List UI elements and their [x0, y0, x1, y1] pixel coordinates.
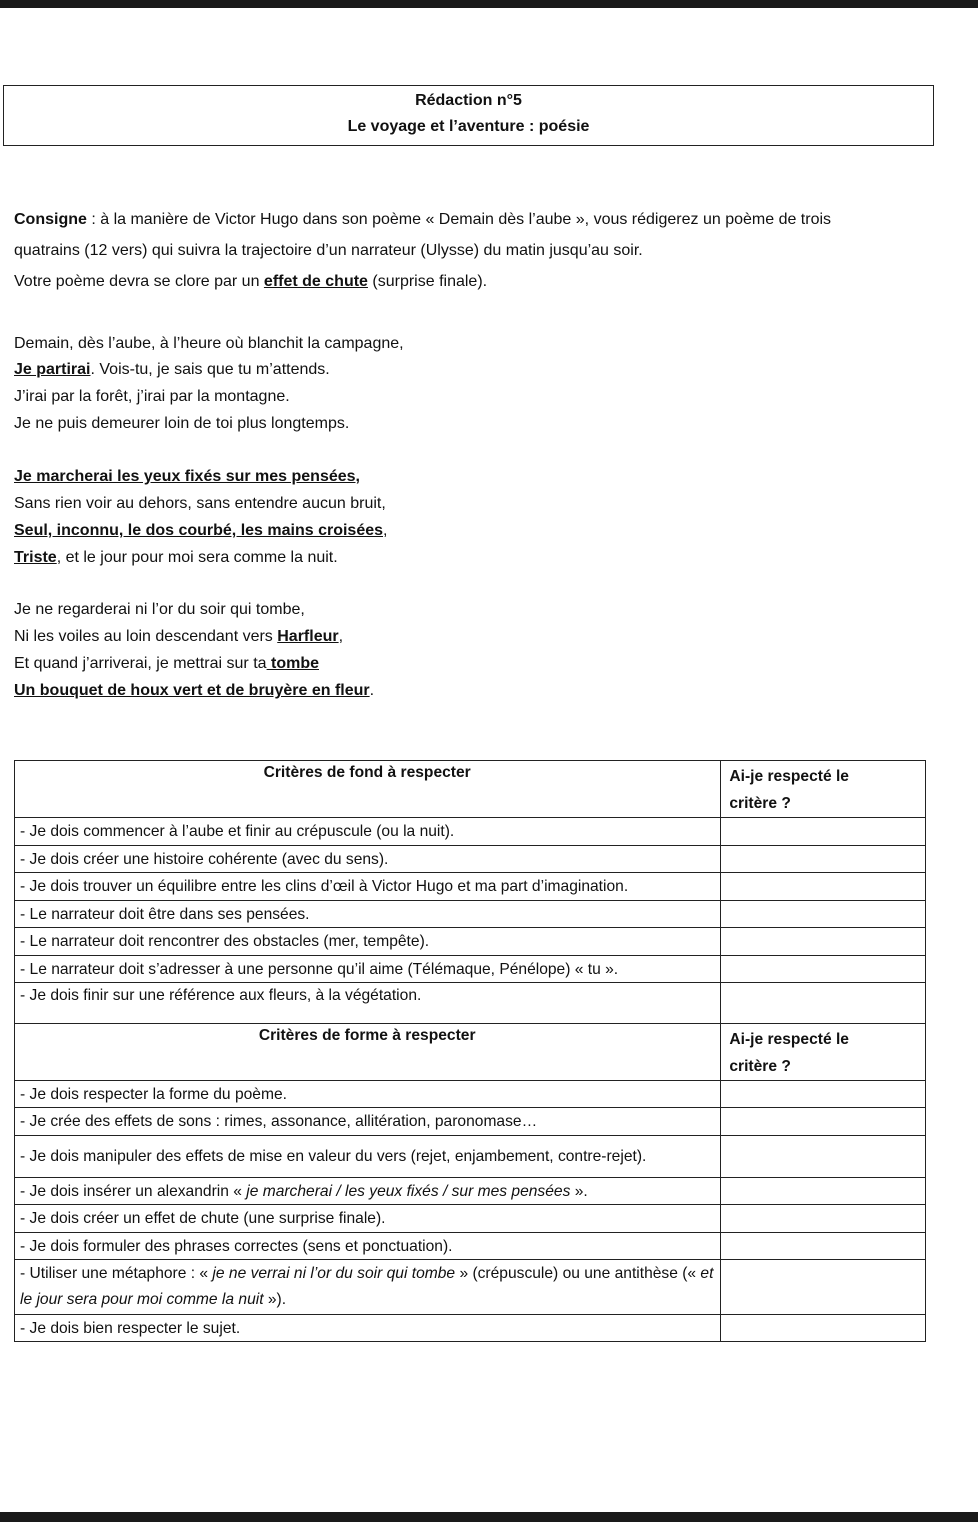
criterion-text: - Je dois respecter la forme du poème. — [15, 1081, 721, 1108]
underlined-words: Je partirai — [14, 361, 91, 378]
poem-verse — [14, 549, 338, 567]
criterion-text: - Je dois finir sur une référence aux fleurs, à la végétation. — [15, 983, 721, 1024]
poem-verse: Demain, dès l’aube, à l’heure où blanchit la campagne, — [14, 335, 404, 352]
table-row — [15, 1260, 926, 1315]
check-header — [721, 1024, 926, 1081]
check-header — [721, 761, 926, 818]
assignment-title: Le voyage et l’aventure : poésie — [347, 118, 590, 135]
verse-rest: , — [338, 628, 344, 645]
verse-rest: . Vois-tu, je sais que tu m’attends. — [90, 361, 330, 378]
fond-header: Critères de fond à respecter — [15, 761, 721, 818]
criterion-part: - Utiliser une métaphore : « — [20, 1265, 213, 1282]
underlined-words: Seul, inconnu, le dos courbé, les mains croisées — [14, 522, 384, 539]
criterion-text: - Je crée des effets de sons : rimes, assonance, allitération, paronomase… — [15, 1108, 721, 1136]
criteria-table — [14, 760, 926, 1342]
criterion-text: - Je dois commencer à l’aube et finir au crépuscule (ou la nuit). — [15, 818, 721, 846]
underlined-words: Harfleur — [277, 628, 339, 645]
verse-text: Ni les voiles au loin descendant vers — [14, 628, 278, 645]
criterion-text — [15, 1178, 721, 1205]
criterion-text: - Le narrateur doit être dans ses pensées. — [15, 901, 721, 928]
check-cell[interactable] — [721, 983, 926, 1024]
check-cell[interactable] — [721, 956, 926, 983]
underlined-words: tombe — [266, 655, 319, 672]
consigne-effet-de-chute: effet de chute — [263, 273, 368, 290]
verse-rest: , — [383, 522, 388, 539]
consigne-text-3b: (surprise finale). — [367, 273, 488, 290]
poem-verse: Je ne puis demeurer loin de toi plus longtemps. — [14, 415, 350, 432]
table-row — [15, 956, 926, 983]
criterion-text: - Le narrateur doit s’adresser à une personne qu’il aime (Télémaque, Pénélope) « tu ». — [15, 956, 721, 983]
underlined-words: Un bouquet de houx vert et de bruyère en fleur — [14, 682, 370, 699]
criterion-italic: et le jour sera pour moi comme la nuit — [20, 1265, 714, 1308]
underlined-words: Triste — [14, 549, 57, 566]
criterion-text: - Je dois manipuler des effets de mise en valeur du vers (rejet, enjambement, contre-rejet). — [15, 1136, 721, 1178]
poem-verse: Sans rien voir au dehors, sans entendre aucun bruit, — [14, 495, 386, 512]
assignment-number: Rédaction n°5 — [415, 92, 522, 109]
table-row — [15, 983, 926, 1024]
criterion-text: - Je dois créer une histoire cohérente (avec du sens). — [15, 846, 721, 873]
check-header-line-2: critère ? — [729, 795, 791, 812]
check-cell[interactable] — [721, 928, 926, 956]
table-row — [15, 1233, 926, 1260]
criterion-italic: je ne verrai ni l’or du soir qui tombe — [212, 1265, 456, 1282]
criterion-italic: je marcherai / les yeux fixés / sur mes pensées — [246, 1182, 571, 1200]
check-cell[interactable] — [721, 818, 926, 846]
poem-verse — [14, 682, 374, 700]
check-cell[interactable] — [721, 1233, 926, 1260]
check-header-line-1: Ai-je respecté le — [729, 1031, 849, 1048]
consigne-text-3a: Votre poème devra se clore par un — [14, 273, 264, 290]
poem-verse — [14, 361, 330, 379]
check-header-line-1: Ai-je respecté le — [729, 768, 849, 785]
verse-text: Et quand j’arriverai, je mettrai sur ta — [14, 655, 267, 672]
table-row — [15, 1315, 926, 1342]
criterion-part: » (crépuscule) ou une antithèse (« — [455, 1265, 701, 1282]
top-edge-bar — [0, 0, 978, 8]
check-cell[interactable] — [721, 873, 926, 901]
poem-verse: J’irai par la forêt, j’irai par la montagne. — [14, 388, 290, 405]
check-cell[interactable] — [721, 846, 926, 873]
table-row — [15, 1108, 926, 1136]
criterion-text: - Le narrateur doit rencontrer des obstacles (mer, tempête). — [15, 928, 721, 956]
poem-verse — [14, 628, 343, 646]
criterion-text — [15, 1260, 721, 1315]
verse-rest: . — [369, 682, 375, 699]
table-row — [15, 846, 926, 873]
poem-verse: Je ne regarderai ni l’or du soir qui tombe, — [14, 601, 305, 618]
check-cell[interactable] — [721, 1108, 926, 1136]
check-cell[interactable] — [721, 1205, 926, 1233]
criterion-text: - Je dois bien respecter le sujet. — [15, 1315, 721, 1342]
title-box — [3, 85, 934, 146]
criterion-part: »). — [263, 1291, 287, 1308]
consigne-line-2: quatrains (12 vers) qui suivra la trajectoire d’un narrateur (Ulysse) du matin jusqu’au soir. — [14, 242, 643, 259]
consigne-label: Consigne — [14, 211, 87, 228]
criterion-part: ». — [570, 1182, 588, 1200]
check-cell[interactable] — [721, 1081, 926, 1108]
table-row — [15, 1081, 926, 1108]
table-row — [15, 1136, 926, 1178]
check-cell[interactable] — [721, 1315, 926, 1342]
criterion-text: - Je dois créer un effet de chute (une surprise finale). — [15, 1205, 721, 1233]
forme-header: Critères de forme à respecter — [15, 1024, 721, 1081]
criterion-text: - Je dois formuler des phrases correctes (sens et ponctuation). — [15, 1233, 721, 1260]
criterion-part: - Je dois insérer un alexandrin « — [20, 1182, 247, 1200]
poem-verse — [14, 655, 319, 673]
poem-verse — [14, 468, 360, 486]
check-header-line-2: critère ? — [729, 1058, 791, 1075]
table-row — [15, 928, 926, 956]
table-row — [15, 1205, 926, 1233]
poem-verse — [14, 522, 387, 540]
consigne-line-3 — [14, 273, 944, 291]
check-cell[interactable] — [721, 1178, 926, 1205]
verse-rest: , et le jour pour moi sera comme la nuit. — [56, 549, 338, 566]
check-cell[interactable] — [721, 901, 926, 928]
table-header-fond — [15, 761, 926, 818]
check-cell[interactable] — [721, 1136, 926, 1178]
table-row — [15, 901, 926, 928]
table-row — [15, 873, 926, 901]
consigne-text-1: : à la manière de Victor Hugo dans son poème « Demain dès l’aube », vous rédigerez un poème de trois — [86, 211, 832, 228]
table-row — [15, 818, 926, 846]
check-cell[interactable] — [721, 1260, 926, 1315]
underlined-words: Je marcherai les yeux fixés sur mes pensées, — [14, 468, 360, 485]
table-row — [15, 1178, 926, 1205]
bottom-edge-bar — [0, 1512, 978, 1522]
consigne-line-1 — [14, 211, 944, 229]
criterion-text: - Je dois trouver un équilibre entre les clins d’œil à Victor Hugo et ma part d’imagination. — [15, 873, 721, 901]
table-header-forme — [15, 1024, 926, 1081]
